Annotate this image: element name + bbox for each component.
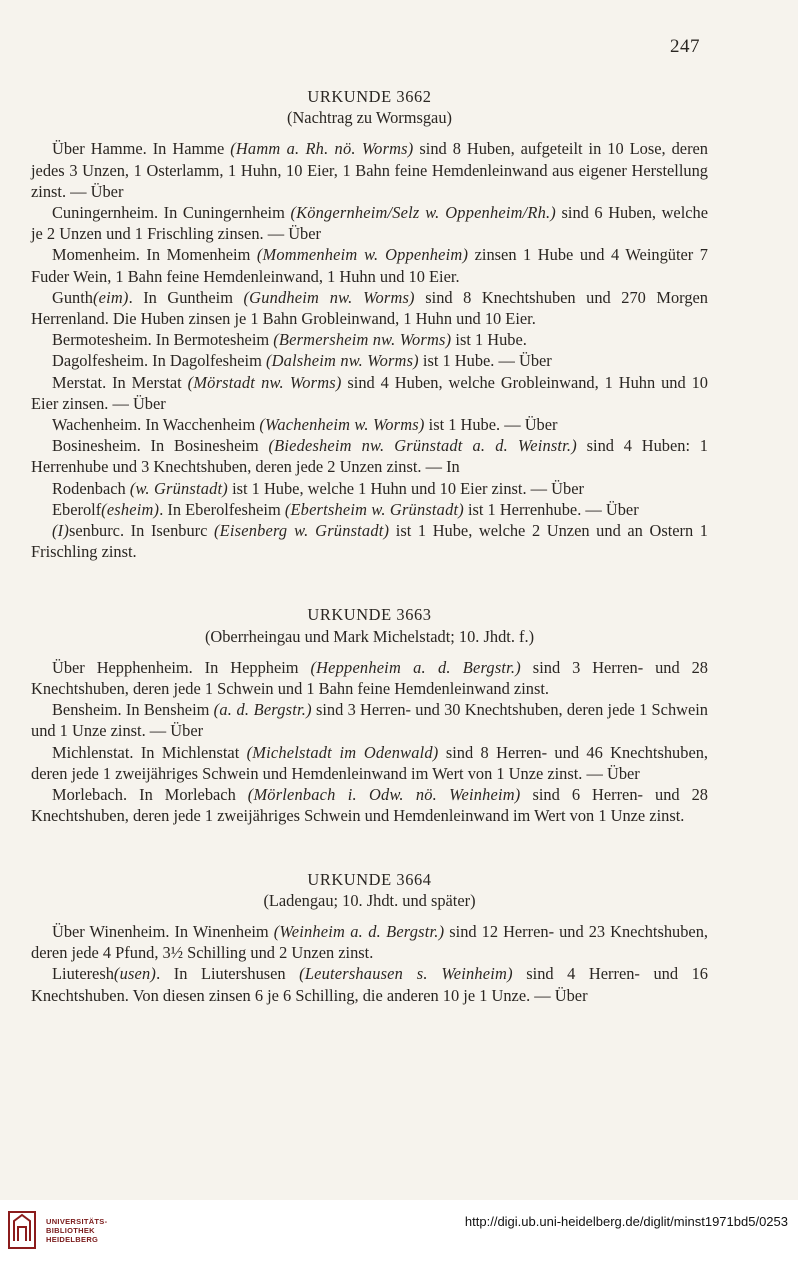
- paragraph: [31, 657, 708, 699]
- place-identification: (esheim): [101, 499, 160, 519]
- section-subtitle: (Oberrheingau und Mark Michelstadt; 10. Jhdt. f.): [204, 626, 535, 646]
- place-identification: (Leutershausen s. Weinheim): [299, 964, 513, 984]
- section-title: URKUNDE 3662: [307, 87, 432, 106]
- source-url-link[interactable]: http://digi.ub.uni-heidelberg.de/diglit/minst1971bd5/0253: [464, 1214, 788, 1229]
- paragraph: [31, 435, 708, 477]
- text-run: Bensheim. In Bensheim: [52, 700, 214, 720]
- logo-line: BIBLIOTHEK: [46, 1226, 95, 1235]
- logo-line: HEIDELBERG: [46, 1235, 99, 1244]
- text-run: sind 8 Huben, aufgeteilt in 10 Lose, deren jedes 3 Unzen, 1 Osterlamm, 1 Huhn, 10 Eier, 1 Bahn feine Hemdenleinwand aus eigener Herstellung zinst. — Über: [31, 139, 708, 201]
- place-identification: (Heppenheim a. d. Bergstr.): [310, 657, 521, 677]
- text-run: sind 3 Herren- und 30 Knechtshuben, deren jede 1 Schwein und 1 Unze zinst. — Über: [31, 700, 709, 741]
- text-run: ist 1 Hube, welche 1 Huhn und 10 Eier zinst. — Über: [227, 478, 584, 498]
- text-run: Bosinesheim. In Bosinesheim: [52, 436, 269, 456]
- paragraph: [31, 784, 708, 826]
- place-identification: (Eisenberg w. Grünstadt): [214, 521, 390, 541]
- text-run: sind 4 Herren- und 16 Knechtshuben. Von diesen zinsen 6 je 6 Schilling, die anderen 10 je 1 Unze. — Über: [31, 964, 708, 1005]
- text-run: Gunth: [52, 287, 93, 307]
- text-run: Liuteresh: [52, 964, 114, 984]
- section-title: URKUNDE 3663: [307, 605, 432, 625]
- text-run: sind 4 Huben: 1 Herrenhube und 3 Knechtshuben, deren jede 2 Unzen zinst. — In: [31, 436, 708, 477]
- place-identification: (w. Grünstadt): [129, 478, 228, 498]
- text-run: sind 8 Herren- und 46 Knechtshuben, deren jede 1 zweijähriges Schwein und Hemdenleinwand im Wert von 1 Unze zinst. — Über: [31, 742, 709, 783]
- document-body: [31, 86, 708, 1006]
- text-run: Morlebach. In Morlebach: [52, 785, 248, 805]
- section-paragraphs: [31, 921, 708, 1006]
- paragraph: [31, 699, 708, 741]
- text-run: Über Winenheim. In Winenheim: [52, 921, 274, 941]
- section-subtitle: (Nachtrag zu Wormsgau): [287, 108, 452, 128]
- paragraph: [31, 963, 708, 1005]
- paragraph: [31, 478, 708, 499]
- place-identification: (Bermersheim nw. Worms): [273, 330, 452, 350]
- place-identification: (Mörlenbach i. Odw. nö. Weinheim): [247, 785, 521, 805]
- library-logo-icon[interactable]: [8, 1211, 36, 1249]
- text-run: Über Hamme. In Hamme: [52, 139, 231, 159]
- paragraph: [31, 202, 708, 244]
- text-run: ist 1 Hube. — Über: [418, 351, 552, 371]
- text-run: sind 12 Herren- und 23 Knechtshuben, deren jede 4 Pfund, 3½ Schilling und 2 Unzen zinst.: [31, 921, 708, 963]
- place-identification: (eim): [92, 287, 129, 307]
- text-run: senburc. In Isenburc: [68, 521, 215, 541]
- section-title: URKUNDE 3664: [307, 869, 432, 889]
- text-run: Momenheim. In Momenheim: [52, 245, 257, 265]
- urkunde-section: [31, 869, 708, 1006]
- place-identification: (Biedesheim nw. Grünstadt a. d. Weinstr.): [268, 436, 577, 456]
- text-run: sind 4 Huben, welche Grobleinwand, 1 Huhn und 10 Eier zinsen. — Über: [31, 372, 709, 413]
- place-identification: (Ebertsheim w. Grünstadt): [284, 499, 464, 519]
- place-identification: (a. d. Bergstr.): [213, 700, 312, 720]
- text-run: Merstat. In Merstat: [52, 372, 188, 392]
- text-run: Cuningernheim. In Cuningernheim: [52, 203, 291, 223]
- section-paragraphs: [31, 657, 708, 827]
- text-run: . In Guntheim: [128, 287, 244, 307]
- text-run: Rodenbach: [52, 478, 130, 498]
- text-run: Bermotesheim. In Bermotesheim: [52, 330, 274, 350]
- text-run: Dagolfesheim. In Dagolfesheim: [52, 351, 266, 371]
- text-run: sind 8 Knechtshuben und 270 Morgen Herrenland. Die Huben zinsen je 1 Bahn Grobleinwand, 1 Huhn und 10 Eier.: [31, 287, 708, 329]
- place-identification: (I): [52, 521, 69, 541]
- text-run: sind 6 Herren- und 28 Knechtshuben, deren jede 1 zweijähriges Schwein und Hemdenleinwand im Wert von 1 Unze zinst.: [31, 785, 708, 826]
- logo-line: UNIVERSITÄTS-: [46, 1217, 108, 1226]
- section-subtitle: (Ladengau; 10. Jhdt. und später): [263, 890, 476, 910]
- paragraph: [31, 244, 708, 286]
- text-run: sind 3 Herren- und 28 Knechtshuben, deren jede 1 Schwein und 1 Bahn feine Hemdenleinwand zinst.: [31, 657, 709, 699]
- paragraph: [31, 287, 708, 329]
- place-identification: (Gundheim nw. Worms): [243, 287, 415, 307]
- paragraph: [31, 921, 708, 963]
- paragraph: [31, 372, 708, 414]
- paragraph: [31, 499, 708, 520]
- text-run: . In Eberolfesheim: [159, 499, 285, 519]
- paragraph: [31, 742, 708, 784]
- urkunde-section: [31, 604, 708, 826]
- footer-bar: [0, 1200, 798, 1263]
- paragraph: [31, 329, 708, 350]
- text-run: ist 1 Hube, welche 2 Unzen und an Ostern 1 Frischling zinst.: [31, 521, 709, 562]
- paragraph: [31, 138, 708, 202]
- urkunde-section: [31, 86, 708, 562]
- place-identification: (Köngernheim/Selz w. Oppenheim/Rh.): [290, 203, 556, 223]
- section-paragraphs: [31, 138, 708, 562]
- place-identification: (Weinheim a. d. Bergstr.): [273, 921, 445, 941]
- place-identification: (usen): [113, 964, 157, 984]
- paragraph: [31, 350, 708, 371]
- text-run: Michlenstat. In Michlenstat: [52, 742, 247, 762]
- text-run: zinsen 1 Hube und 4 Weingüter 7 Fuder Wein, 1 Bahn feine Hemdenleinwand, 1 Huhn und 10 Eier.: [31, 245, 708, 286]
- place-identification: (Hamm a. Rh. nö. Worms): [230, 139, 414, 159]
- place-identification: (Wachenheim w. Worms): [259, 415, 425, 435]
- library-logo-text: [46, 1217, 107, 1244]
- text-run: ist 1 Hube. — Über: [424, 415, 558, 435]
- text-run: Über Hepphenheim. In Heppheim: [52, 657, 311, 677]
- place-identification: (Mörstadt nw. Worms): [187, 372, 342, 392]
- text-run: sind 6 Huben, welche je 2 Unzen und 1 Frischling zinsen. — Über: [31, 203, 708, 244]
- place-identification: (Michelstadt im Odenwald): [246, 742, 439, 762]
- paragraph: [31, 414, 708, 435]
- text-run: ist 1 Hube.: [451, 330, 527, 350]
- text-run: . In Liutershusen: [156, 964, 300, 984]
- text-run: ist 1 Herrenhube. — Über: [463, 499, 639, 519]
- text-run: Eberolf: [52, 499, 102, 519]
- paragraph: [31, 520, 708, 562]
- place-identification: (Dalsheim nw. Worms): [265, 351, 419, 371]
- page-number: 247: [670, 36, 700, 57]
- text-run: Wachenheim. In Wacchenheim: [52, 415, 260, 435]
- place-identification: (Mommenheim w. Oppenheim): [256, 245, 469, 265]
